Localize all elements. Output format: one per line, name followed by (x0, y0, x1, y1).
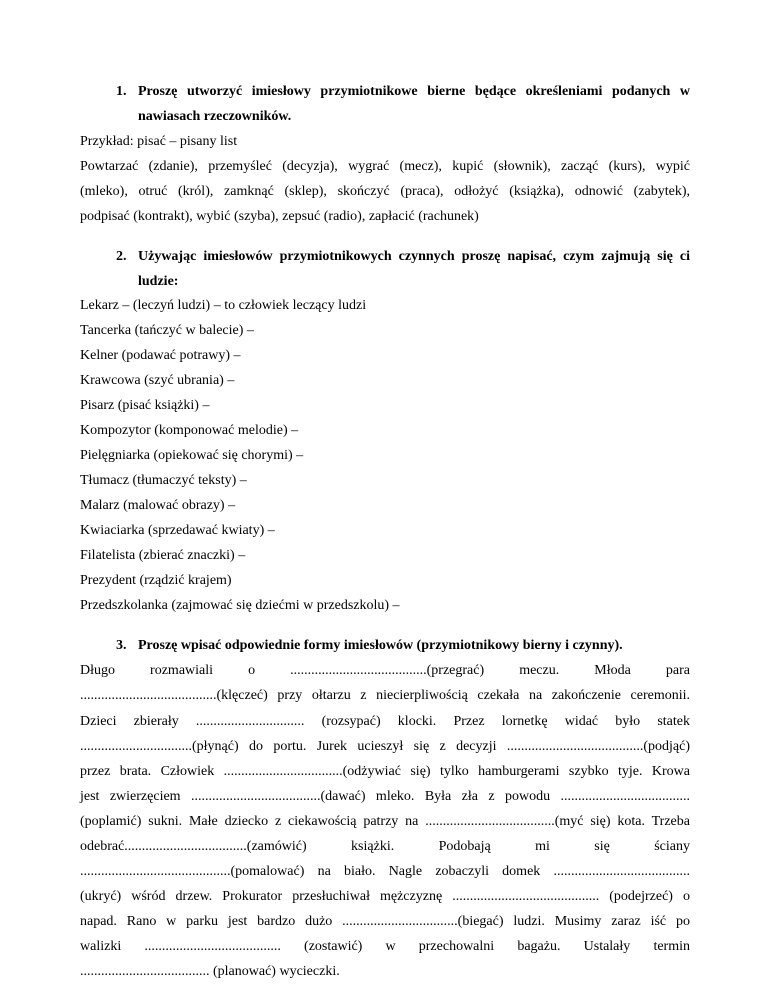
section-3-line: Długo rozmawiali o .......................................(przegrać) meczu. Młoda para (80, 663, 690, 678)
section-3-heading: Proszę wpisać odpowiednie formy imiesłowów (przymiotnikowy bierny i czynny). (138, 638, 623, 653)
section-3-line: Dzieci zbierały ............................... (rozsypać) klocki. Przez lornetkę widać było statek (80, 714, 690, 729)
section-2-item: Kompozytor (komponować melodie) – (80, 423, 299, 438)
section-3-line: ..................................... (planować) wycieczki. (80, 964, 340, 979)
section-3-line: walizki ....................................... (zostawić) w przechowalni bagażu. Ustalały termin (80, 939, 690, 954)
section-2-item: Pisarz (pisać książki) – (80, 398, 210, 413)
section-1-line: (mleko), otruć (król), zamknąć (sklep), skończyć (praca), odłożyć (książka), odnowić (zabytek), (80, 184, 690, 199)
section-3-line: napad. Rano w parku jest bardzo dużo .................................(biegać) ludzi. Musimy zaraz iść po (80, 914, 690, 929)
section-3-number: 3. (116, 638, 127, 653)
section-2-item: Filatelista (zbierać znaczki) – (80, 548, 246, 563)
section-1-line: Powtarzać (zdanie), przemyśleć (decyzja), wygrać (mecz), kupić (słownik), zacząć (kurs), wypić (80, 159, 690, 174)
section-3-line: odebrać...................................(zamówić) książki. Podobają mi się ściany (80, 839, 690, 854)
section-2-item: Prezydent (rządzić krajem) (80, 573, 232, 588)
section-1-heading-line-2: nawiasach rzeczowników. (138, 109, 292, 124)
section-1-line: podpisać (kontrakt), wybić (szyba), zepsuć (radio), zapłacić (rachunek) (80, 209, 479, 224)
section-1-heading-line-1: Proszę utworzyć imiesłowy przymiotnikowe bierne będące określeniami podanych w (138, 84, 690, 99)
section-2-heading-line-2: ludzie: (138, 274, 179, 289)
section-2-item: Pielęgniarka (opiekować się chorymi) – (80, 448, 304, 463)
section-2-item: Tłumacz (tłumaczyć teksty) – (80, 473, 247, 488)
section-2-number: 2. (116, 249, 127, 264)
section-3-line: jest zwierzęciem .....................................(dawać) mleko. Była zła z powodu ..................................... (80, 789, 690, 804)
section-2-item: Kwiaciarka (sprzedawać kwiaty) – (80, 523, 275, 538)
section-3-line: .......................................(klęczeć) przy ołtarzu z niecierpliwością czekała na zakończenie ceremonii. (80, 688, 690, 703)
section-2-item: Malarz (malować obrazy) – (80, 498, 236, 513)
section-3-line: (poplamić) sukni. Małe dziecko z ciekawością patrzy na .....................................(myć się) kota. Trzeba (80, 814, 690, 829)
section-2-item: Krawcowa (szyć ubrania) – (80, 373, 235, 388)
section-3-line: ...........................................(pomalować) na biało. Nagle zobaczyli domek ....................................... (80, 864, 690, 879)
section-3-line: ................................(płynąć) do portu. Jurek ucieszył się z decyzji .......................................(podjąć) (80, 739, 690, 754)
section-3-line: (ukryć) wśród drzew. Prokurator przesłuchiwał mężczyznę .......................................... (podejrzeć) o (80, 889, 690, 904)
section-2-item: Przedszkolanka (zajmować się dziećmi w przedszkolu) – (80, 598, 400, 613)
section-2-heading-line-1: Używając imiesłowów przymiotnikowych czynnych proszę napisać, czym zajmują się ci (138, 249, 690, 264)
section-1-example: Przykład: pisać – pisany list (80, 134, 238, 149)
section-2-item: Lekarz – (leczyń ludzi) – to człowiek leczący ludzi (80, 298, 367, 313)
section-2-item: Kelner (podawać potrawy) – (80, 348, 241, 363)
section-3-line: przez brata. Człowiek ..................................(odżywiać się) tylko hamburgerami szybko tyje. Krowa (80, 764, 690, 779)
section-1-number: 1. (116, 84, 127, 99)
section-2-item: Tancerka (tańczyć w balecie) – (80, 323, 254, 338)
